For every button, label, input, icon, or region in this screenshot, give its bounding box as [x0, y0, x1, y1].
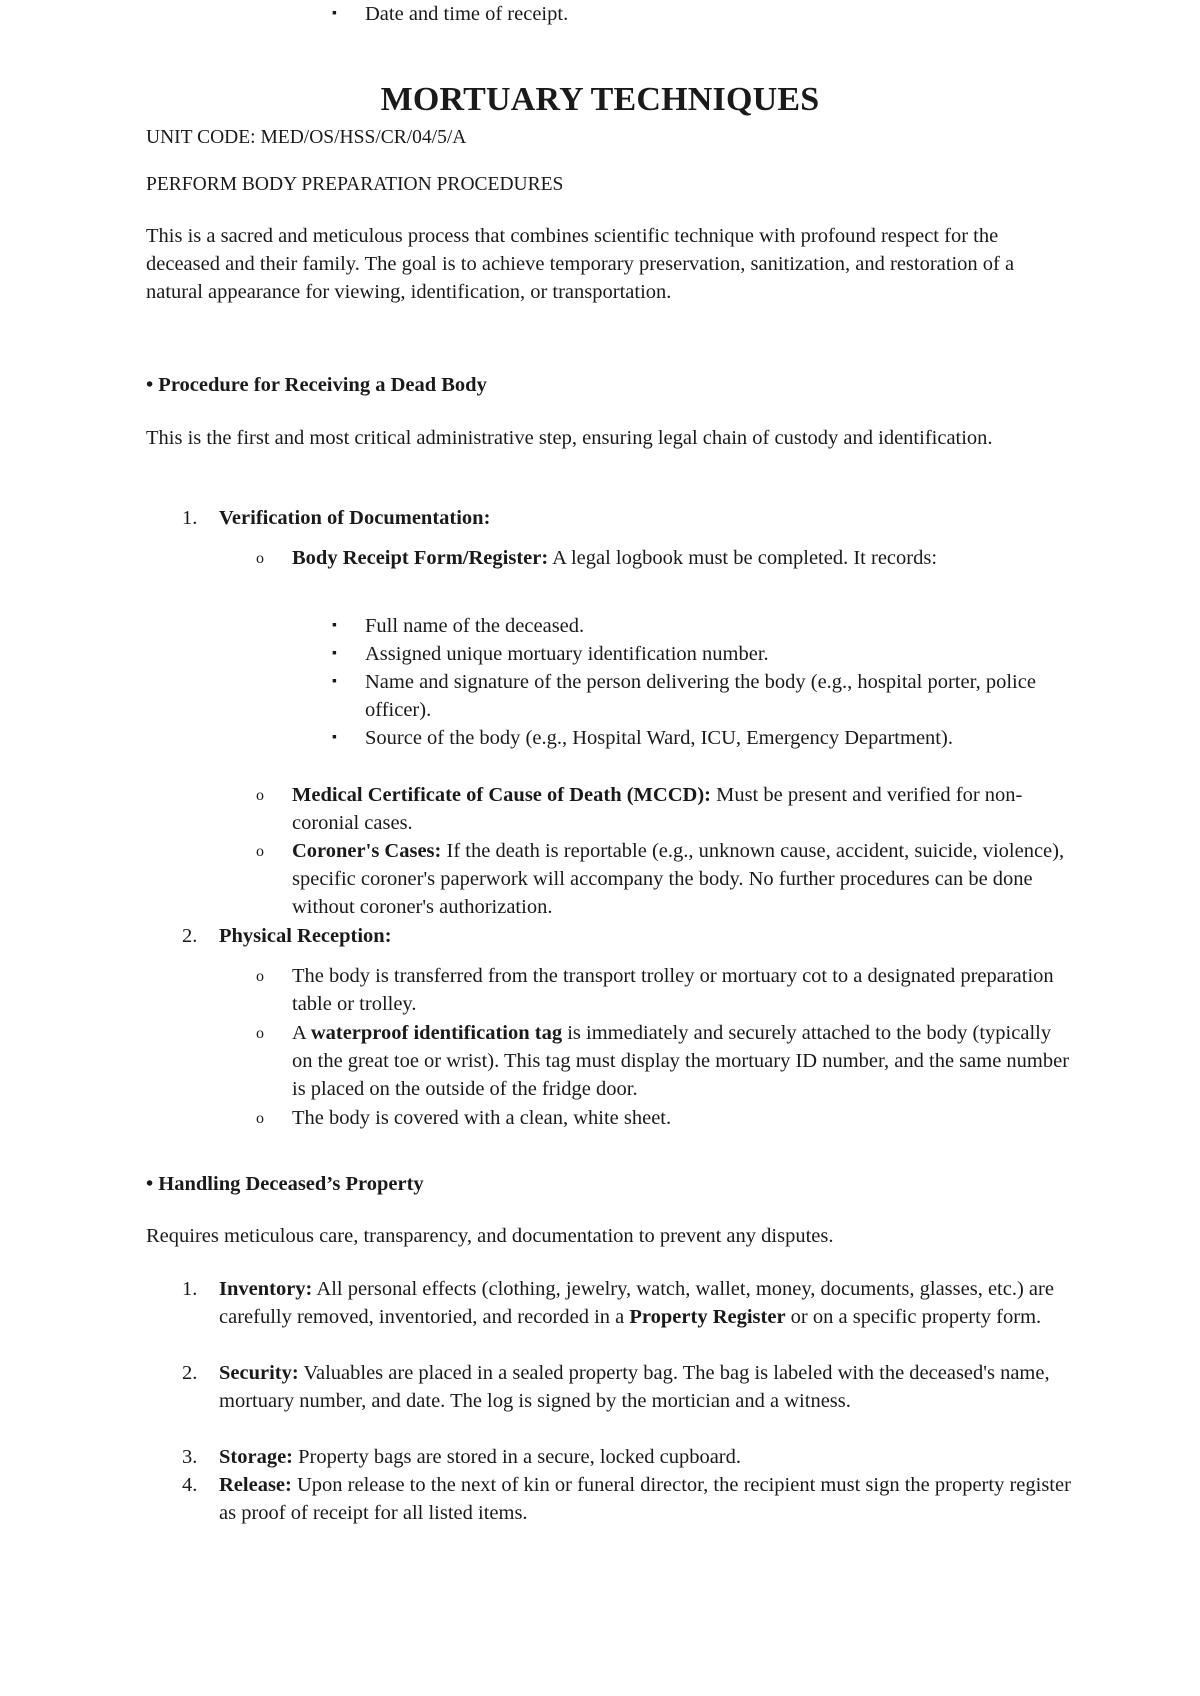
list-item-text [219, 1275, 1079, 1331]
bullet-text: Date and time of receipt. [365, 3, 569, 25]
section-heading-property: • Handling Deceased’s Property [146, 1173, 424, 1195]
sub-list-label: Coroner's Cases: [292, 840, 442, 862]
bullet-text: Assigned unique mortuary identification number. [365, 643, 769, 665]
list-item-body: All personal effects (clothing, jewelry, watch, wallet, money, documents, glasses, etc.) are carefully removed, inventoried, and recorded in a [219, 1278, 1054, 1328]
list-item-body: Property bags are stored in a secure, locked cupboard. [293, 1446, 742, 1468]
sub-list-body: If the death is reportable (e.g., unknown cause, accident, suicide, violence), specific coroner's paperwork will accompany the body. No further procedures can be done without coroner's authorization. [292, 840, 1065, 918]
list-number: 1. [182, 1278, 198, 1300]
unit-code: UNIT CODE: MED/OS/HSS/CR/04/5/A [146, 127, 467, 148]
sub-list-label: waterproof identification tag [310, 1022, 563, 1044]
document-title: MORTUARY TECHNIQUES [380, 81, 820, 118]
bullet-text: Name and signature of the person delivering the body (e.g., hospital porter, police officer). [365, 671, 1036, 721]
square-bullet-icon: ▪ [332, 730, 337, 745]
sub-list-body: Must be present and verified for non-coronial cases. [292, 784, 1023, 834]
list-item-label: Property Register [629, 1306, 786, 1328]
sub-list-label: Body Receipt Form/Register: [292, 547, 549, 569]
bullet-text: Full name of the deceased. [365, 615, 585, 637]
sub-list-text: The body is transferred from the transport trolley or mortuary cot to a designated preparation table or trolley. [292, 965, 1054, 1015]
intro-paragraph: This is a sacred and meticulous process that combines scientific technique with profound respect for the deceased and their family. The goal is to achieve temporary preservation, sanitization, and restoration of a natural appearance for viewing, identification, or transportation. [146, 225, 1015, 303]
sub-list-text [292, 781, 1072, 837]
list-number: 1. [182, 507, 198, 529]
square-bullet-icon: ▪ [332, 618, 337, 633]
list-item-body: or on a specific property form. [785, 1306, 1042, 1328]
sub-list-body: A legal logbook must be completed. It records: [548, 547, 938, 569]
list-item-label: Inventory: [219, 1278, 313, 1300]
list-item-label: Release: [219, 1474, 292, 1496]
list-number: 3. [182, 1446, 198, 1468]
circle-bullet-icon: o [256, 968, 264, 985]
list-item-text [219, 1359, 1079, 1415]
list-number: 4. [182, 1474, 198, 1496]
subtitle: PERFORM BODY PREPARATION PROCEDURES [146, 174, 564, 195]
list-number: 2. [182, 925, 198, 947]
bullet-text: Source of the body (e.g., Hospital Ward, ICU, Emergency Department). [365, 727, 953, 749]
sub-list-text [292, 1019, 1072, 1103]
sub-list-body: is immediately and securely attached to the body (typically on the great toe or wrist). This tag must display the mortuary ID number, and the same number is placed on the outside of the fridge door. [292, 1022, 1070, 1100]
circle-bullet-icon: o [256, 1110, 264, 1127]
sub-list-text [292, 837, 1072, 921]
list-item-label: Security: [219, 1362, 299, 1384]
sub-list-text [292, 544, 1072, 572]
section-intro-property: Requires meticulous care, transparency, and documentation to prevent any disputes. [146, 1225, 834, 1247]
sub-list-text: The body is covered with a clean, white sheet. [292, 1107, 672, 1129]
circle-bullet-icon: o [256, 550, 264, 567]
list-item-label: Verification of Documentation: [219, 507, 491, 529]
square-bullet-icon: ▪ [332, 646, 337, 661]
circle-bullet-icon: o [256, 787, 264, 804]
list-number: 2. [182, 1362, 198, 1384]
square-bullet-icon: ▪ [332, 674, 337, 689]
list-item-body: Valuables are placed in a sealed property bag. The bag is labeled with the deceased's name, mortuary number, and date. The log is signed by the mortician and a witness. [219, 1362, 1050, 1412]
list-item-text [219, 1471, 1079, 1527]
circle-bullet-icon: o [256, 843, 264, 860]
list-item-text [219, 1443, 1079, 1471]
circle-bullet-icon: o [256, 1025, 264, 1042]
sub-list-prefix: A [292, 1022, 311, 1044]
section-heading-receiving: • Procedure for Receiving a Dead Body [146, 374, 487, 396]
list-item-body: Upon release to the next of kin or funeral director, the recipient must sign the property register as proof of receipt for all listed items. [219, 1474, 1071, 1524]
sub-list-label: Medical Certificate of Cause of Death (MCCD): [292, 784, 711, 806]
list-item-label: Physical Reception: [219, 925, 392, 947]
section-intro-receiving: This is the first and most critical administrative step, ensuring legal chain of custody and identification. [146, 427, 993, 449]
list-item-label: Storage: [219, 1446, 294, 1468]
square-bullet-icon: ▪ [332, 6, 337, 21]
